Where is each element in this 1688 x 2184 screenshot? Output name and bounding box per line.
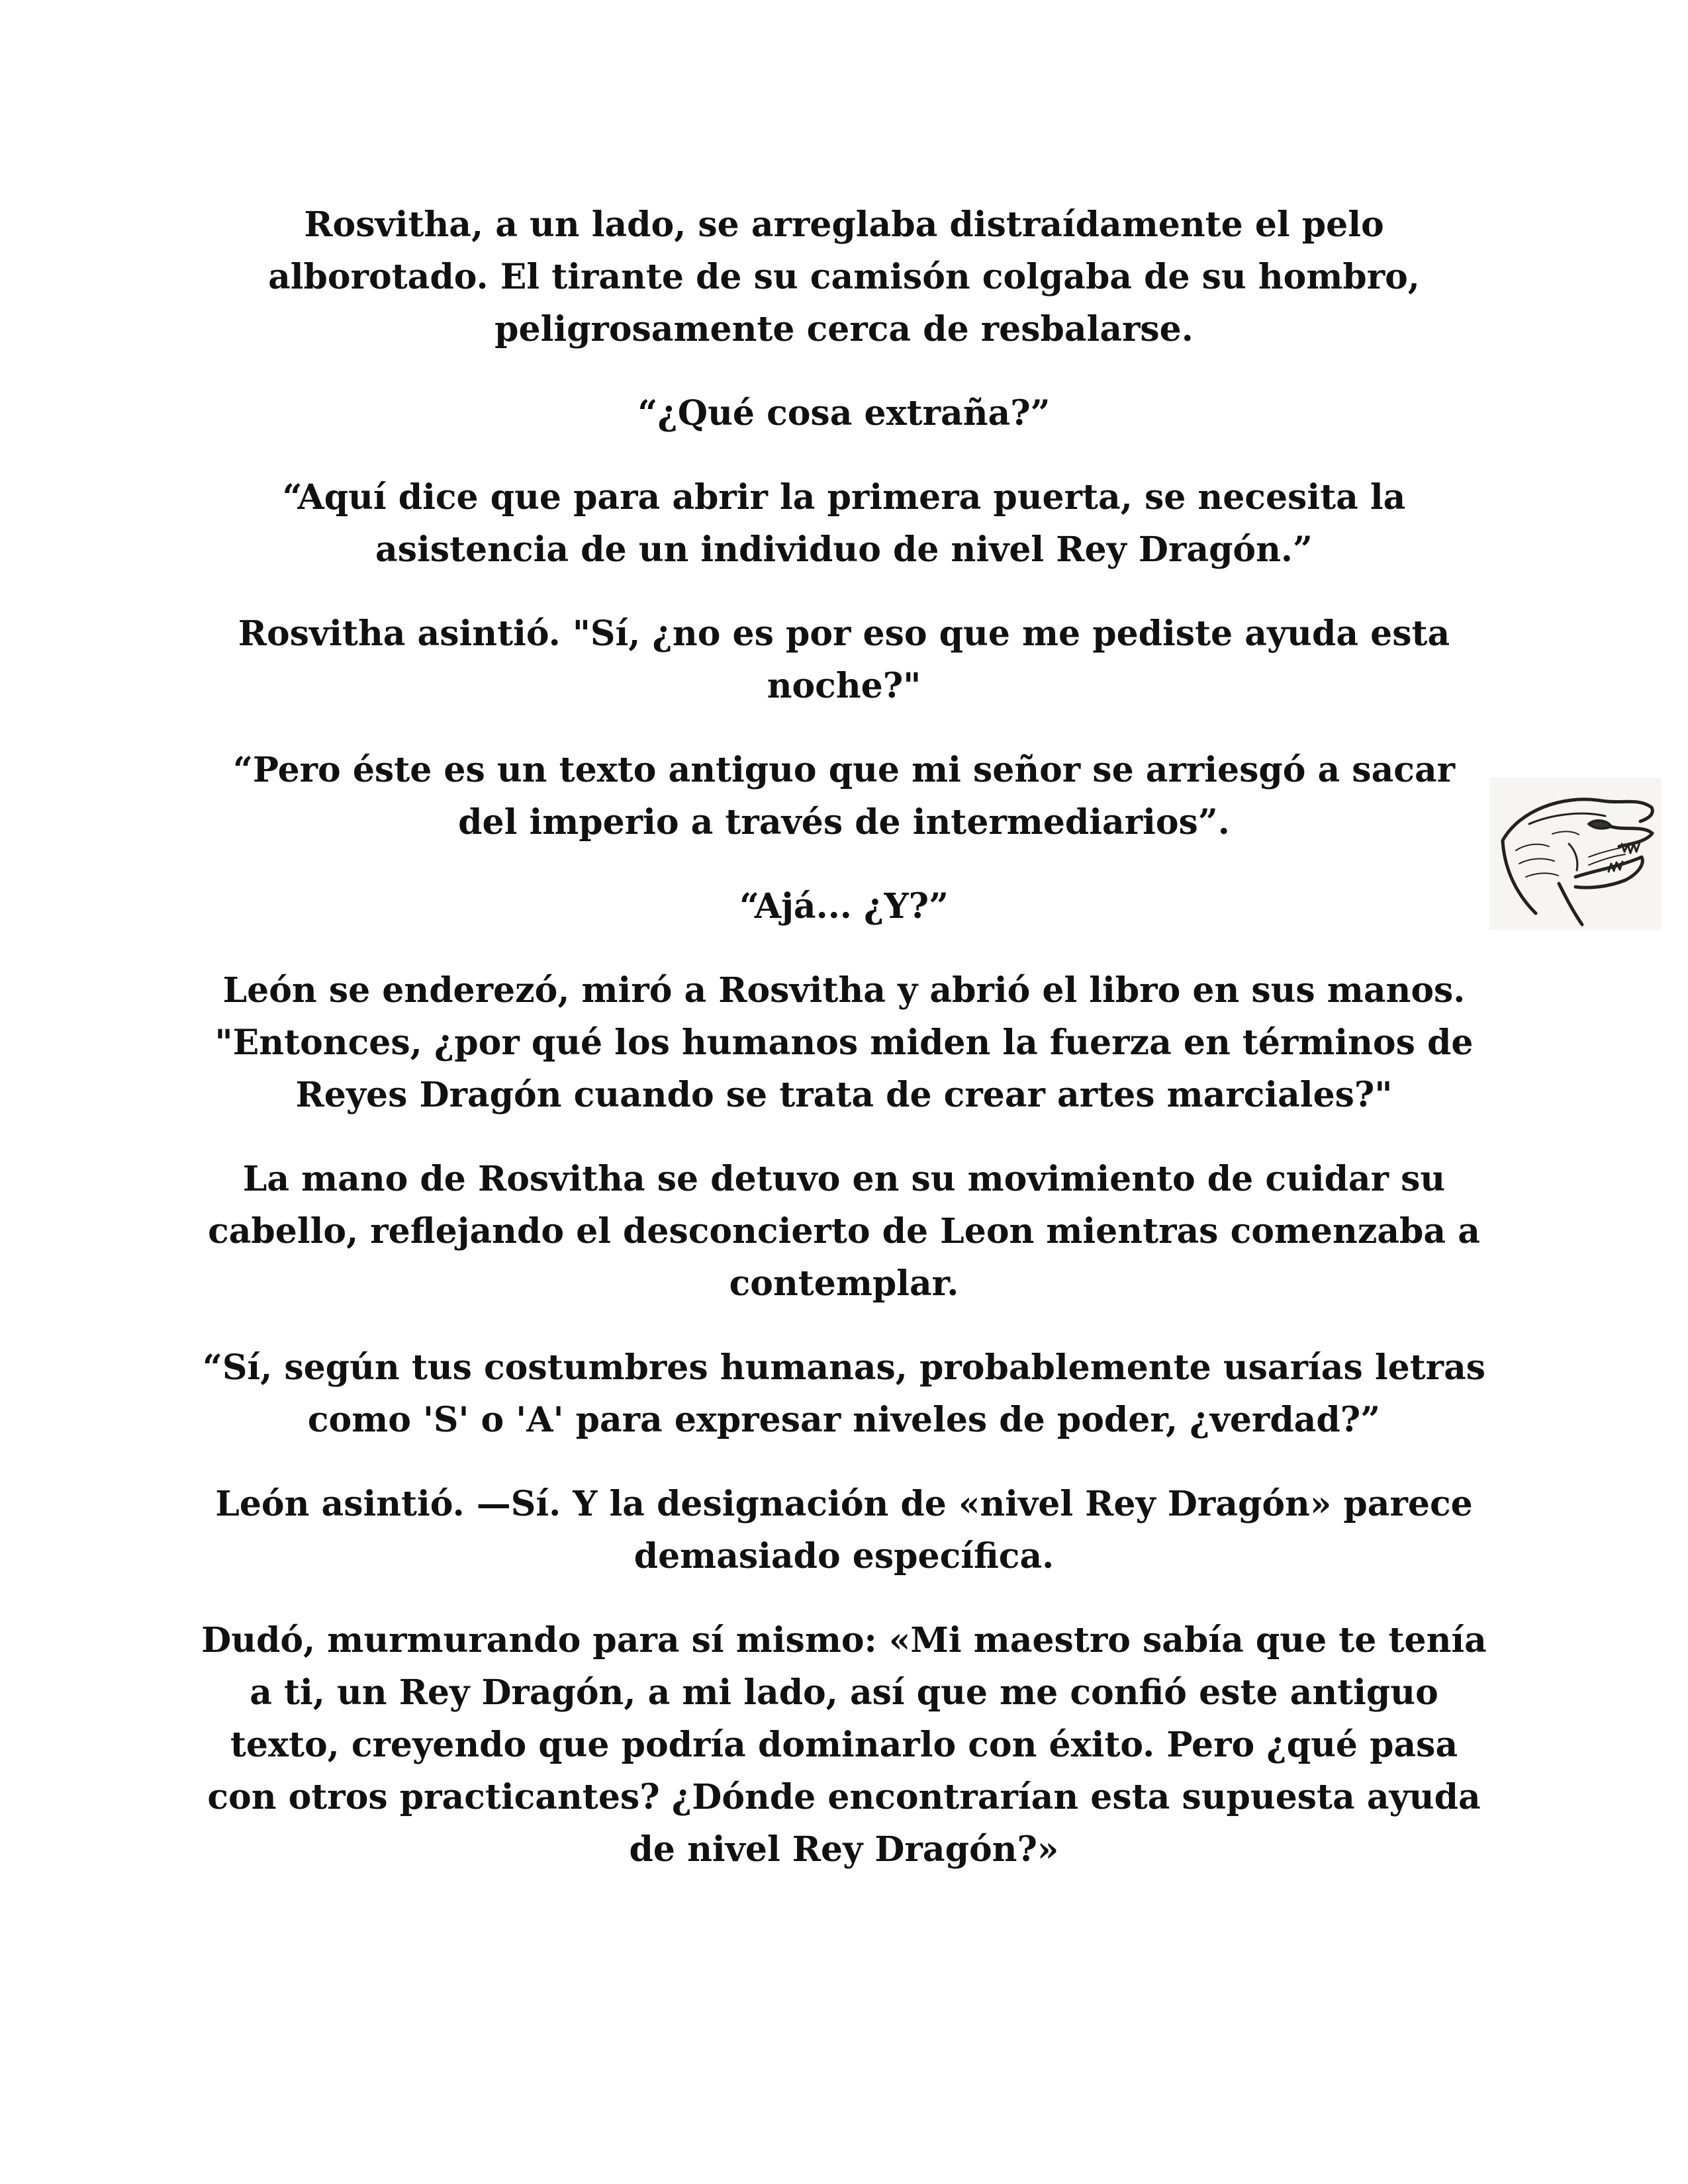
paragraph-1: Rosvitha, a un lado, se arreglaba distraídamente el pelo alborotado. El tirante de su camisón colgaba de su hombro, peligrosamente cerca de resbalarse. xyxy=(268,205,1420,349)
paragraph-6: “Ajá... ¿Y?” xyxy=(739,886,949,927)
paragraph-10: León asintió. —Sí. Y la designación de «nivel Rey Dragón» parece demasiado específica. xyxy=(215,1484,1473,1576)
story-text xyxy=(199,199,1489,1907)
paragraph-7: León se enderezó, miró a Rosvitha y abrió el libro en sus manos. "Entonces, ¿por qué los humanos miden la fuerza en términos de Reyes Dragón cuando se trata de crear artes marciales?" xyxy=(214,970,1474,1115)
paragraph-11: Dudó, murmurando para sí mismo: «Mi maestro sabía que te tenía a ti, un Rey Dragón, a mi lado, así que me confió este antiguo texto, creyendo que podría dominarlo con éxito. Pero ¿qué pasa con otros practicantes? ¿Dónde encontrarían esta supuesta ayuda de nivel Rey Dragón?» xyxy=(201,1620,1487,1870)
dragon-head-sketch-icon xyxy=(1489,778,1662,930)
paragraph-4: Rosvitha asintió. "Sí, ¿no es por eso que me pediste ayuda esta noche?" xyxy=(238,614,1450,706)
paragraph-8: La mano de Rosvitha se detuvo en su movimiento de cuidar su cabello, reflejando el desconcierto de Leon mientras comenzaba a contemplar. xyxy=(208,1159,1480,1304)
paragraph-3: “Aquí dice que para abrir la primera puerta, se necesita la asistencia de un individuo de nivel Rey Dragón.” xyxy=(282,477,1406,570)
paragraph-2: “¿Qué cosa extraña?” xyxy=(637,393,1051,433)
paragraph-5: “Pero éste es un texto antiguo que mi señor se arriesgó a sacar del imperio a través de intermediarios”. xyxy=(232,750,1456,842)
paragraph-9: “Sí, según tus costumbres humanas, probablemente usarías letras como 'S' o 'A' para expresar niveles de poder, ¿verdad?” xyxy=(202,1347,1486,1440)
